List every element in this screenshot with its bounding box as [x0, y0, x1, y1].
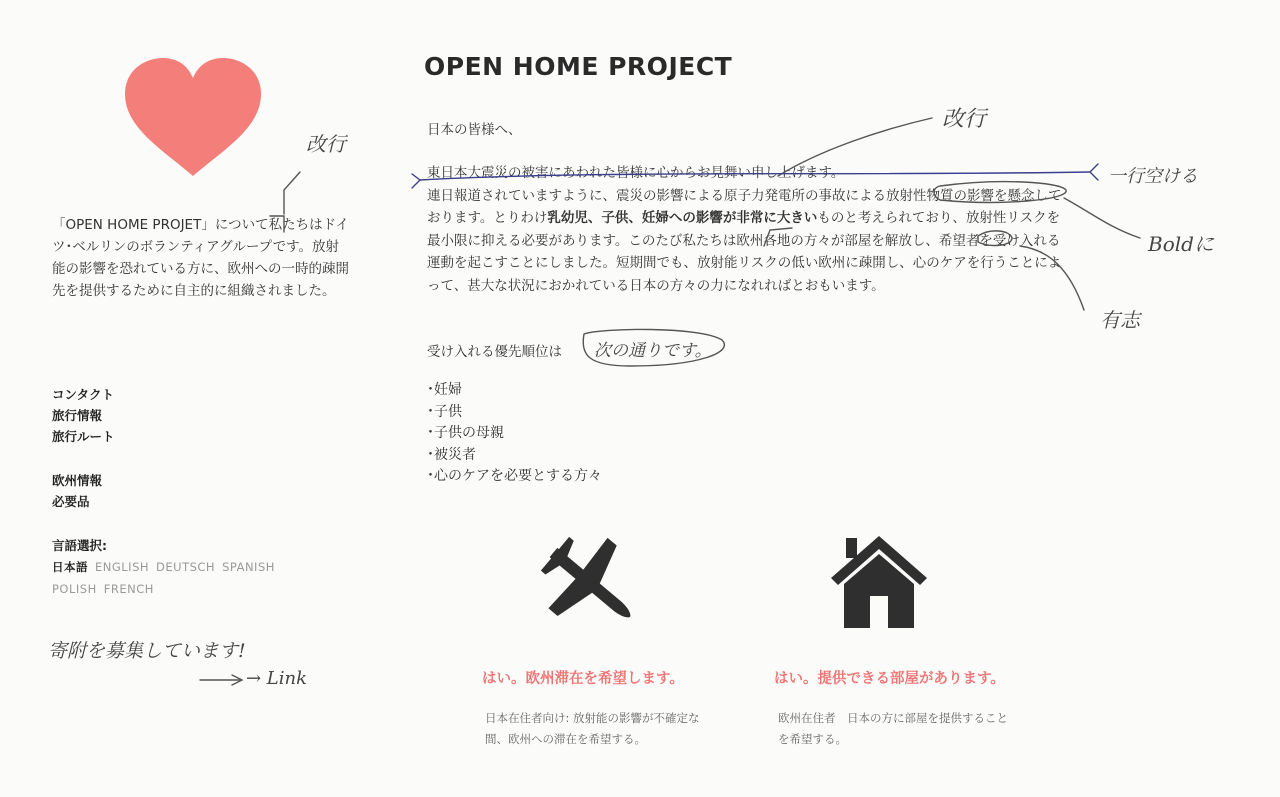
house-icon[interactable]: [824, 532, 934, 632]
stay-in-europe-button[interactable]: はい。欧州滞在を希望します。: [482, 671, 684, 687]
letter-emphasis: 乳幼児、子供、妊婦への影響が非常に大きい: [547, 210, 818, 226]
lang-deutsch[interactable]: DEUTSCH: [156, 560, 216, 574]
lang-spanish[interactable]: SPANISH: [222, 560, 275, 574]
airplane-icon[interactable]: [536, 534, 646, 634]
heart-logo: [122, 58, 264, 178]
page-title: OPEN HOME PROJECT: [424, 52, 733, 81]
language-row-1: [52, 557, 282, 577]
nav-necessities[interactable]: 必要品: [52, 494, 90, 509]
offer-description: 欧州在住者 日本の方に部屋を提供することを希望する。: [778, 711, 1008, 746]
list-item: ･被災者: [427, 446, 476, 463]
list-item: ･子供: [427, 403, 462, 420]
annotation-one-line-gap: 一行空ける: [1108, 166, 1198, 187]
annotation-bold: Boldに: [1148, 232, 1214, 256]
nav-travel-info[interactable]: 旅行情報: [52, 408, 103, 423]
list-item: ･子供の母親: [427, 425, 504, 441]
priority-intro: 受け入れる優先順位は: [427, 344, 562, 360]
offer-room-button[interactable]: はい。提供できる部屋があります。: [774, 671, 1005, 687]
annotation-kaigyo-1: 改行: [306, 132, 346, 156]
language-title: 言語選択:: [52, 538, 107, 553]
lang-french[interactable]: FRENCH: [103, 582, 154, 596]
annotation-kaigyo-2: 改行: [942, 107, 987, 132]
letter-paragraph-2c: ものと考えられており、放射性リスクを最小限に抑える必要があります。このたび私たちは欧州各地の方々が部屋を解放し、希望者を受け入れる運動を起こすことにしました。短期間でも、放射能リスクの低い欧州に疎開し、心のケアを行うことによって、甚大な状況におかれている日本の方々の力になれればとおもいます。: [427, 210, 1062, 294]
greeting: 日本の皆様へ、: [427, 122, 522, 138]
annotation-link: → Link: [246, 668, 308, 689]
letter-body: [427, 162, 1067, 297]
annotation-donation: 寄附を募集しています!: [48, 640, 246, 662]
list-item: ･妊婦: [427, 382, 462, 398]
sidebar-nav-secondary: [52, 470, 102, 512]
lang-polish[interactable]: POLISH: [52, 582, 97, 596]
priority-list: [427, 380, 602, 488]
stay-description: 日本在住者向け: 放射能の影響が不確定な間、欧州への滞在を希望する。: [485, 711, 700, 746]
letter-paragraph-2a: 連日報道されていますように、震災の影響による原子力発電所の事故による放射性物質の影響を懸念しております。とりわけ: [427, 187, 1062, 226]
lang-english[interactable]: ENGLISH: [95, 560, 150, 574]
about-text: 「OPEN HOME PROJET」について私たちはドイツ･ベルリンのボランティアグループです。放射能の影響を恐れている方に、欧州への一時的疎開先を提供するために自主的に組織されました。: [52, 217, 349, 299]
nav-contact[interactable]: コンタクト: [52, 387, 115, 402]
sidebar-nav-primary: [52, 384, 115, 447]
list-item: ･心のケアを必要とする方々: [427, 468, 602, 484]
annotation-priority-handwritten: 次の通りです。: [594, 341, 712, 361]
annotation-yushi: 有志: [1100, 308, 1140, 332]
lang-japanese[interactable]: 日本語: [52, 560, 88, 574]
letter-paragraph-1: 東日本大震災の被害にあわれた皆様に心からお見舞い申し上げます。: [427, 165, 845, 181]
nav-europe-info[interactable]: 欧州情報: [52, 473, 103, 488]
language-row-2: [52, 579, 161, 599]
nav-travel-route[interactable]: 旅行ルート: [52, 429, 115, 444]
